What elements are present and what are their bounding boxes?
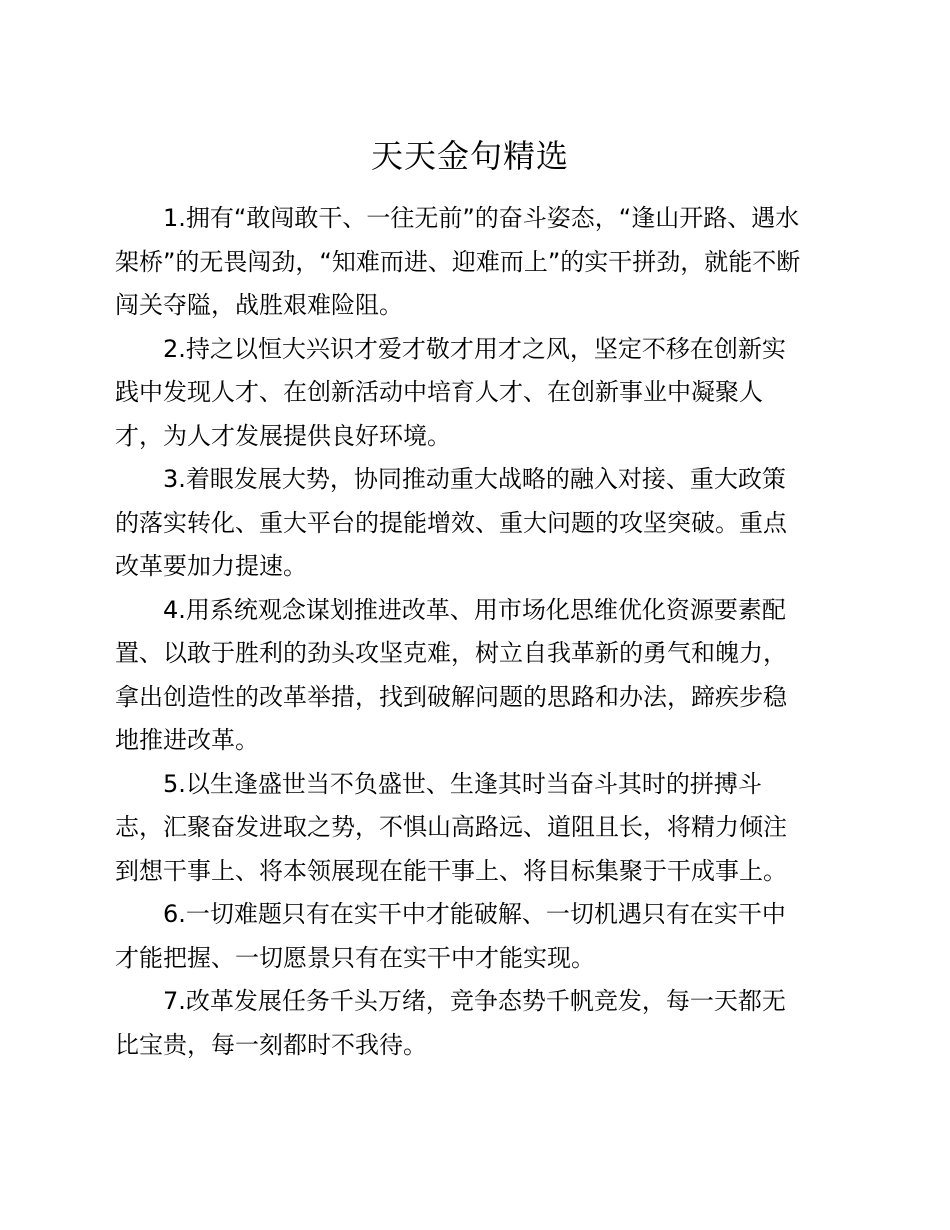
paragraph-line: 闯关夺隘，战胜艰难险阻。 [115,291,403,319]
paragraph-line: 1.拥有“敢闯敢干、一往无前”的奋斗姿态，“逢山开路、遇水 [163,204,800,232]
paragraph-line: 5.以生逢盛世当不负盛世、生逢其时当奋斗其时的拼搏斗 [163,769,762,798]
paragraph-line: 的落实转化、重大平台的提能增效、重大问题的攻坚突破。重点 [115,508,787,537]
paragraph-line: 6.一切难题只有在实干中才能破解、一切机遇只有在实干中 [163,900,786,928]
paragraph-5 [115,763,835,894]
paragraph-line: 3.着眼发展大势，协同推动重大战略的融入对接、重大政策 [163,465,786,493]
paragraph-line: 地推进改革。 [115,726,259,754]
paragraph-7 [115,980,835,1067]
document-body [115,197,835,1067]
paragraph-line: 才能把握、一切愿景只有在实干中才能实现。 [115,943,595,972]
paragraph-line: 到想干事上、将本领展现在能干事上、将目标集聚于干成事上。 [115,856,787,885]
paragraph-line: 践中发现人才、在创新活动中培育人才、在创新事业中凝聚人 [115,378,763,406]
paragraph-line: 置、以敢于胜利的劲头攻坚克难，树立自我革新的勇气和魄力， [115,639,787,667]
paragraph-line: 比宝贵，每一刻都时不我待。 [115,1030,427,1059]
paragraph-line: 2.持之以恒大兴识才爱才敬才用才之风，坚定不移在创新实 [163,334,786,363]
paragraph-line: 志，汇聚奋发进取之势，不惧山高路远、道阻且长，将精力倾注 [115,813,787,841]
page-title: 天天金句精选 [370,137,569,175]
paragraph-line: 改革要加力提速。 [115,552,307,580]
paragraph-3 [115,458,835,589]
paragraph-line: 架桥”的无畏闯劲，“知难而进、迎难而上”的实干拼劲，就能不断 [115,247,801,276]
paragraph-line: 4.用系统观念谋划推进改革、用市场化思维优化资源要素配 [163,595,786,624]
paragraph-line: 7.改革发展任务千头万绪，竞争态势千帆竞发，每一天都无 [163,987,786,1015]
paragraph-4 [115,589,835,763]
paragraph-line: 拿出创造性的改革举措，找到破解问题的思路和办法，蹄疾步稳 [115,682,787,711]
paragraph-6 [115,893,835,980]
paragraph-2 [115,328,835,459]
paragraph-1 [115,197,835,328]
paragraph-line: 才，为人才发展提供良好环境。 [115,421,451,450]
